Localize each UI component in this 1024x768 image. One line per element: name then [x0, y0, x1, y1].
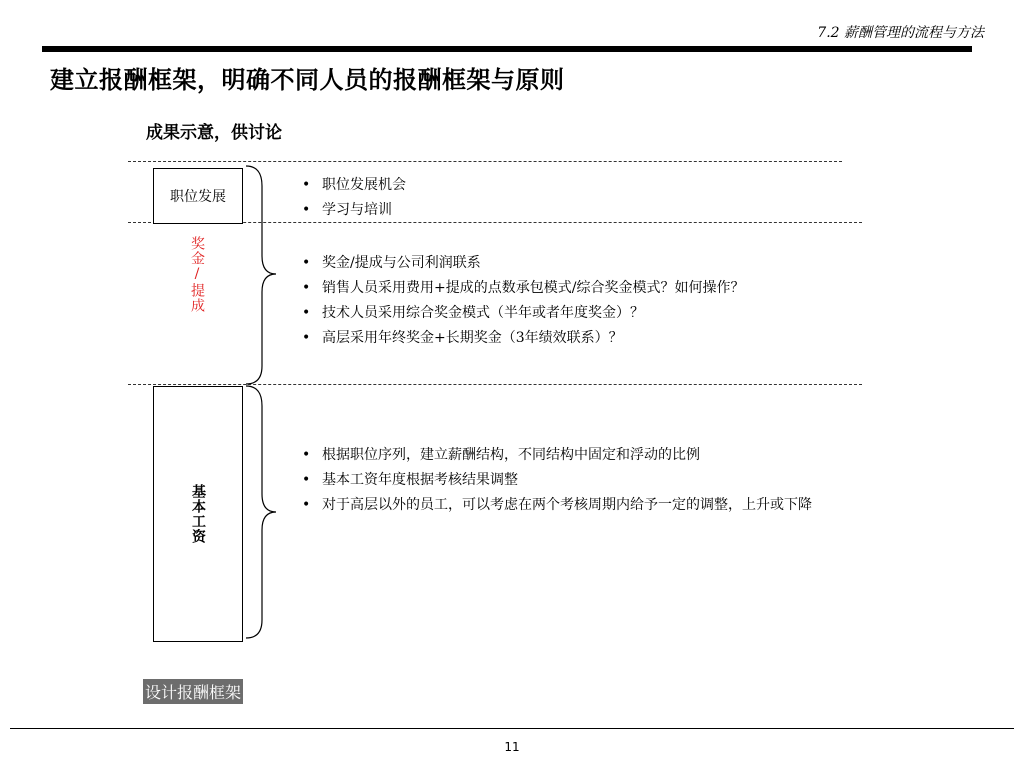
brace-lower-icon — [244, 386, 280, 642]
divider-top — [128, 161, 842, 162]
brace-upper-icon — [244, 166, 280, 386]
base-salary-list — [300, 446, 872, 521]
page-number: 11 — [504, 740, 520, 754]
section-reference: 7.2 薪酬管理的流程与方法 — [817, 25, 984, 41]
list-item: • 根据职位序列，建立薪酬结构，不同结构中固定和浮动的比例 — [300, 446, 872, 464]
label-text: 职位发展 — [170, 189, 226, 205]
list-item: • 高层采用年终奖金+长期奖金（3年绩效联系）？ — [300, 329, 744, 347]
career-development-list — [300, 176, 406, 226]
label-bonus-commission — [153, 224, 241, 384]
list-item: • 奖金/提成与公司利润联系 — [300, 254, 744, 272]
page-title: 建立报酬框架，明确不同人员的报酬框架与原则 — [50, 66, 565, 94]
list-item: • 基本工资年度根据考核结果调整 — [300, 471, 872, 489]
divider-2 — [128, 384, 862, 385]
bonus-commission-list — [300, 254, 744, 354]
list-item: • 技术人员采用综合奖金模式（半年或者年度奖金）？ — [300, 304, 744, 322]
label-base-salary — [153, 386, 243, 642]
header-rule — [42, 46, 972, 52]
list-item: • 学习与培训 — [300, 201, 406, 219]
list-item: • 职位发展机会 — [300, 176, 406, 194]
design-framework-tag: 设计报酬框架 — [143, 679, 243, 704]
list-item: • 对于高层以外的员工，可以考虑在两个考核周期内给予一定的调整，上升或下降 — [300, 496, 872, 514]
label-career-development — [153, 168, 243, 224]
list-item: • 销售人员采用费用+提成的点数承包模式/综合奖金模式？如何操作？ — [300, 279, 744, 297]
subtitle: 成果示意，供讨论 — [146, 123, 282, 143]
label-text: 基本工资 — [190, 484, 206, 544]
label-text: 奖金/提成 — [189, 236, 205, 313]
footer-rule — [10, 728, 1014, 729]
